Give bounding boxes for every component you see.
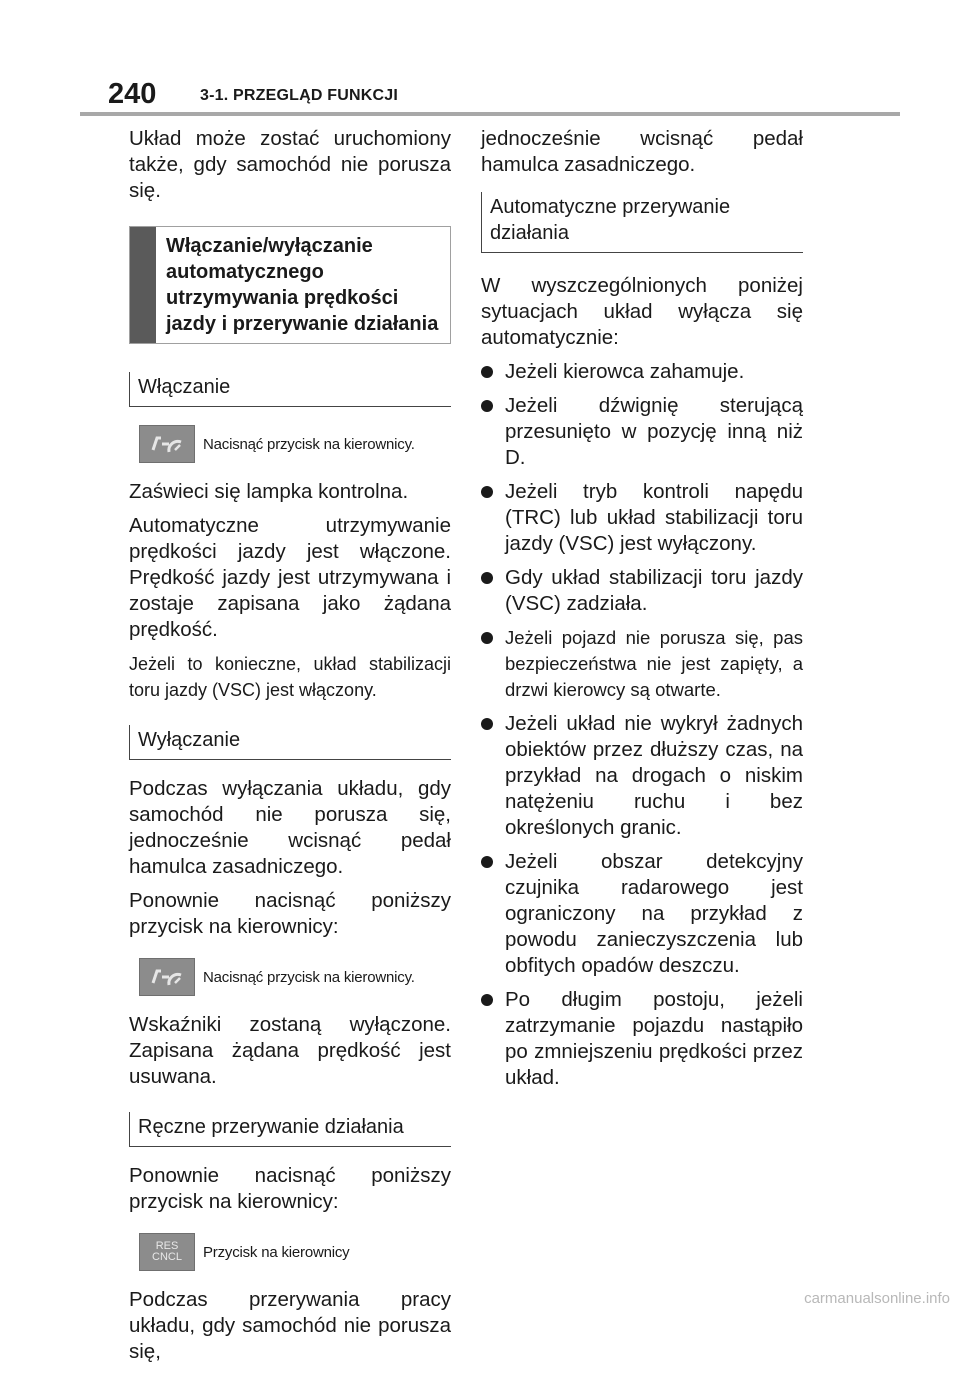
paragraph-2: Automatyczne utrzymywanie prędkości jazdy jest włączone. Prędkość jazdy jest utrzymywana i zostaje zapisana jako żądana prędkość. xyxy=(129,514,451,641)
list-item: Jeżeli obszar detekcyjny czujnika radarowego jest ograniczony na przykład z powodu zanieczyszczenia lub obfitych opadów deszczu. xyxy=(481,849,803,979)
paragraph-7: Ponownie nacisnąć poniższy przycisk na kierownicy: xyxy=(129,1164,451,1213)
left-column xyxy=(129,126,451,1373)
paragraph-4: Podczas wyłączania układu, gdy samochód nie porusza się, jednocześnie wcisnąć pedał hamulca zasadniczego. xyxy=(129,777,451,878)
button-caption-off: Nacisnąć przycisk na kierownicy. xyxy=(203,968,415,986)
cruise-control-icon xyxy=(139,958,195,996)
section-title: 3-1. PRZEGLĄD FUNKCJI xyxy=(200,87,398,104)
bullet-dot-icon xyxy=(481,572,493,584)
continuation-paragraph: jednocześnie wcisnąć pedał hamulca zasadniczego. xyxy=(481,127,803,176)
auto-intro-paragraph: W wyszczególnionych poniżej sytuacjach układ wyłącza się automatycznie: xyxy=(481,274,803,349)
list-item: Jeżeli pojazd nie porusza się, pas bezpieczeństwa nie jest zapięty, a drzwi kierowcy są otwarte. xyxy=(481,625,803,703)
paragraph-6: Wskaźniki zostaną wyłączone. Zapisana żądana prędkość jest usuwana. xyxy=(129,1013,451,1088)
res-label: RES xyxy=(155,1240,179,1252)
page-number: 240 xyxy=(108,78,157,110)
list-item: Jeżeli układ nie wykrył żadnych obiektów przez dłuższy czas, na przykład na drogach o niskim natężeniu ruchu i bez określonych granic. xyxy=(481,711,803,841)
button-row-res xyxy=(139,1233,451,1271)
bullet-dot-icon xyxy=(481,486,493,498)
cncl-label: CNCL xyxy=(152,1251,182,1263)
intro-paragraph: Układ może zostać uruchomiony także, gdy samochód nie porusza się. xyxy=(129,127,451,202)
subheading-auto: Automatyczne przerywanie działania xyxy=(481,192,803,253)
header-rule xyxy=(80,112,900,116)
bullet-dot-icon xyxy=(481,632,493,644)
paragraph-5: Ponownie nacisnąć poniższy przycisk na kierownicy: xyxy=(129,889,451,938)
list-item: Jeżeli dźwignię sterującą przesunięto w pozycję inną niż D. xyxy=(481,393,803,471)
footer-watermark: carmanualsonline.info xyxy=(804,1290,950,1307)
box-heading-text: Włączanie/wyłączanie automatycznego utrzymywania prędkości jazdy i przerywanie działania xyxy=(166,235,439,335)
paragraph-3: Jeżeli to konieczne, układ stabilizacji toru jazdy (VSC) jest włączony. xyxy=(129,654,451,700)
cruise-control-glyph xyxy=(147,432,187,456)
button-caption-res: Przycisk na kierownicy xyxy=(203,1243,350,1261)
page-header xyxy=(108,78,900,114)
subheading-off: Wyłączanie xyxy=(129,725,451,760)
right-column xyxy=(481,126,803,1099)
auto-cancel-list xyxy=(481,359,803,1091)
box-heading-bar xyxy=(130,227,156,343)
button-row-off xyxy=(139,958,451,996)
section-box-heading xyxy=(129,226,451,344)
list-item: Po długim postoju, jeżeli zatrzymanie pojazdu nastąpiło po zmniejszeniu prędkości przez układ. xyxy=(481,987,803,1091)
bullet-dot-icon xyxy=(481,856,493,868)
subheading-on: Włączanie xyxy=(129,372,451,407)
list-item: Jeżeli tryb kontroli napędu (TRC) lub układ stabilizacji toru jazdy (VSC) jest wyłączony. xyxy=(481,479,803,557)
button-row-on xyxy=(139,425,451,463)
list-item: Jeżeli kierowca zahamuje. xyxy=(481,359,803,385)
paragraph-8: Podczas przerywania pracy układu, gdy samochód nie porusza się, xyxy=(129,1288,451,1363)
res-cncl-icon xyxy=(139,1233,195,1271)
bullet-dot-icon xyxy=(481,366,493,378)
button-caption-on: Nacisnąć przycisk na kierownicy. xyxy=(203,435,415,453)
list-item: Gdy układ stabilizacji toru jazdy (VSC) zadziała. xyxy=(481,565,803,617)
subheading-manual: Ręczne przerywanie działania xyxy=(129,1112,451,1147)
bullet-dot-icon xyxy=(481,400,493,412)
bullet-dot-icon xyxy=(481,718,493,730)
cruise-control-icon xyxy=(139,425,195,463)
bullet-dot-icon xyxy=(481,994,493,1006)
paragraph-1: Zaświeci się lampka kontrolna. xyxy=(129,480,409,503)
cruise-control-glyph xyxy=(147,965,187,989)
